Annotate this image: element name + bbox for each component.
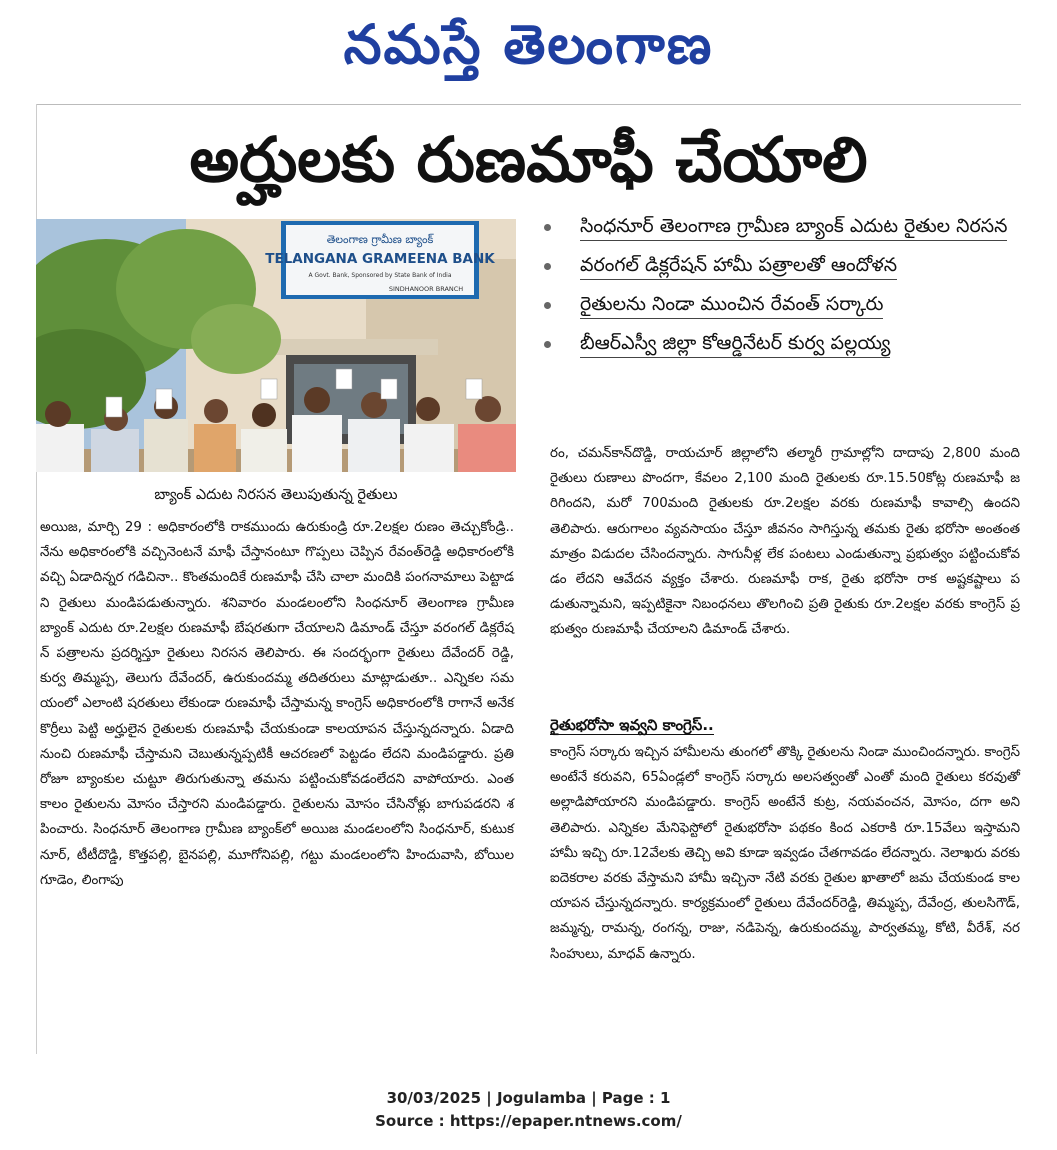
sign-sub: A Govt. Bank, Sponsored by State Bank of India (308, 272, 452, 279)
highlight-item (540, 330, 1018, 358)
bullet-dot-icon (544, 341, 551, 348)
sign-telugu: తెలంగాణ గ్రామీణ బ్యాంక్ (326, 233, 434, 246)
sign-branch: SINDHANOOR BRANCH (388, 285, 464, 293)
highlight-item (540, 213, 1018, 241)
article-subheading (550, 712, 1020, 738)
footer-date-line: 30/03/2025 | Jogulamba | Page : 1 (386, 1089, 671, 1107)
bullet-dot-icon (544, 302, 551, 309)
highlights-list (540, 213, 1018, 369)
article-body-left: అయిజ, మార్చి 29 : అధికారంలోకి రాకముందు ఉరుకుండ్రి రూ.2లక్షల రుణం తెచ్చుకోండ్రి.. నేను అధికారంలోకి వచ్చినెంటనే మాఫీ చేస్తానంటూ గొప్పలు చెప్పిన రేవంత్‌రెడ్డి అధికారంలోకి వచ్చి ఏడాదిన్నర గడిచినా.. కొంతమందికే రుణమాఫీ చేసి చాలా మందికి పంగనామాలు పెట్టాడని రైతులు మండిపడుతున్నారు. శనివారం మండలంలోని సింధనూర్ తెలంగాణ గ్రామీణ బ్యాంక్ ఎదుట రూ.2లక్షల రుణమాఫీ బేషరతుగా చేయాలని డిమాండ్ చేస్తూ వరంగల్ డిక్లరేషన్ పత్రాలను ప్రదర్శిస్తూ రైతులు నిరసన తెలిపారు. ఈ సందర్భంగా రైతులు దేవేందర్ రెడ్డి, కుర్వ తిమ్మప్ప, తెలుగు దేవేందర్, ఉరుకుందమ్మ తదితరులు మాట్లాడుతూ.. ఎన్నికల సమయంలో ఎలాంటి షరతులు లేకుండా రుణమాఫీ చేస్తామన్న కాంగ్రెస్ అధికారంలోకి రాగానే అనేక కొర్రీలు పెట్టి అర్హులైన రైతులకు రుణమాఫీ చేయకుండా కాలయాపన చేస్తున్నదన్నారు. ఏడాది నుంచి రుణమాఫీ చేస్తామని చెబుతున్నప్పటికీ ఆచరణలో పెట్టడం లేదని మండిపడ్డారు. ప్రతి రోజూ బ్యాంకుల చుట్టూ తిరుగుతున్నా తమను పట్టించుకోవడంలేదని వాపోయారు. ఎంతకాలం రైతులను మోసం చేస్తారని మండిపడ్డారు. రైతులను మోసం చేసినోళ్లు బాగుపడరని శపించారు. సింధనూర్ తెలంగాణ గ్రామీణ బ్యాంక్‌లో అయిజ మండలంలోని సింధనూర్, కుటుకనూర్, టీటీదొడ్డి, కొత్తపల్లి, బైనపల్లి, మూగోనిపల్లి, గట్టు మండలంలోని హిందువాసి, బోయిలగూడెం, లింగాపు (40, 520, 514, 888)
subheading-text: రైతుభరోసా ఇవ్వని కాంగ్రెస్.. (550, 716, 714, 734)
masthead-logo: నమస్తే తెలంగాణ (343, 13, 714, 76)
article-body-right-bottom: కాంగ్రెస్ సర్కారు ఇచ్చిన హామీలను తుంగలో తొక్కి రైతులను నిండా ముంచిందన్నారు. కాంగ్రెస్ అంటేనే కరువని, 65ఏండ్లలో కాంగ్రెస్ సర్కారు అలసత్వంతో ఎంతో మంది రైతులు కరవుతో అల్లాడిపోయారని మండిపడ్డారు. కాంగ్రెస్ అంటేనే కుట్ర, నయవంచన, మోసం, దగా అని తెలిపారు. ఎన్నికల మేనిఫెస్టోలో రైతుభరోసా పథకం కింద ఎకరాకి రూ.15వేలు ఇస్తామని హామీ ఇచ్చి రూ.12వేలకు తెచ్చి అవి కూడా ఇవ్వడం చేతగావడం లేదన్నారు. నెలాఖరు వరకు ఐదెకరాల వరకు వేస్తామని హామీ ఇచ్చినా నేటి వరకు రైతుల ఖాతాలో జమ చేయకుండ కాలయాపన చేస్తున్నదన్నారు. కార్యక్రమంలో రైతులు దేవేందర్‌రెడ్డి, తిమ్మప్ప, దేవేంద్ర, తులసిగౌడ్, జమ్మన్న, రామన్న, రంగన్న, రాజు, నడిపెన్న, ఉరుకుందమ్మ, పార్వతమ్మ, కోటి, వీరేశ్, నరసింహులు, మాధవ్ ఉన్నారు. (550, 745, 1020, 962)
highlight-text: వరంగల్ డిక్లరేషన్ హామీ పత్రాలతో ఆందోళన (580, 252, 897, 280)
highlight-item (540, 252, 1018, 280)
highlight-item (540, 291, 1018, 319)
article-body-right-top: రం, చమన్‌కాన్‌దొడ్డి, రాయచూర్ జిల్లాలోని తల్మారీ గ్రామాల్లోని దాదాపు 2,800 మంది రైతులు రుణాలు పొందగా, కేవలం 2,100 మంది రైతులకు రూ.15.50కోట్ల రుణమాఫీ జరిగిందని, మరో 700మంది రైతులకు రూ.2లక్షల వరకు రుణమాఫీ కావాల్సి ఉందని తెలిపారు. ఆరుగాలం వ్యవసాయం చేస్తూ జీవనం సాగిస్తున్న తమకు రైతు భరోసా అంతంత మాత్రం విడుదల చేసిందన్నారు. సాగునీళ్ల లేక పంటలు ఎండుతున్నా ప్రభుత్వం పట్టించుకోవడం లేదని ఆవేదన వ్యక్తం చేశారు. రుణమాఫీ రాక, రైతు భరోసా రాక అష్టకష్టాలు పడుతున్నామని, ఇప్పటికైనా నిబంధనలు తొలగించి ప్రతి రైతుకు రూ.2లక్షల వరకు కాంగ్రెస్ ప్రభుత్వం రుణమాఫీ చేయాలని డిమాండ్ చేశారు. (550, 446, 1020, 638)
top-divider (36, 104, 1021, 105)
photo-caption: బ్యాంక్ ఎదుట నిరసన తెలుపుతున్న రైతులు (154, 487, 398, 503)
sign-english: TELANGANA GRAMEENA BANK (265, 251, 495, 267)
highlight-text: సింధనూర్ తెలంగాణ గ్రామీణ బ్యాంక్ ఎదుట రైతుల నిరసన (580, 213, 1007, 241)
news-photo (36, 219, 516, 472)
bullet-dot-icon (544, 224, 551, 231)
footer-source-line: Source : https://epaper.ntnews.com/ (375, 1112, 682, 1130)
bullet-dot-icon (544, 263, 551, 270)
headline: అర్హులకు రుణమాఫీ చేయాలి (189, 123, 868, 196)
highlight-text: రైతులను నిండా ముంచిన రేవంత్ సర్కారు (580, 291, 883, 319)
highlight-text: బీఆర్ఎస్వీ జిల్లా కోఆర్డినేటర్ కుర్వ పల్లయ్య (580, 330, 890, 358)
